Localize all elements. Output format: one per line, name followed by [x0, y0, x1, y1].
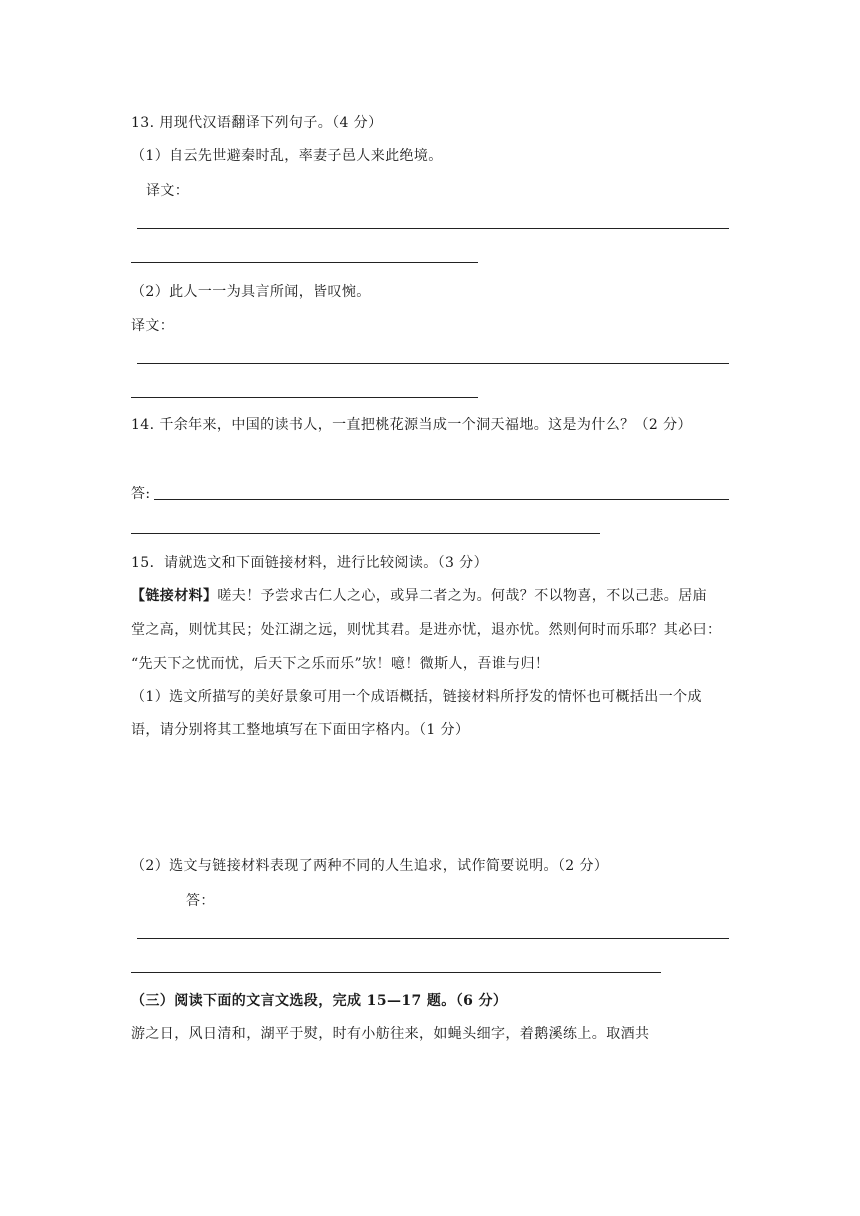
q15-part1-line-1: （1）选文所描写的美好景象可用一个成语概括，链接材料所抒发的情怀也可概括出一个成 — [131, 689, 702, 705]
q14-title: 14. 千余年来，中国的读书人，一直把桃花源当成一个洞天福地。这是为什么？（2 分） — [131, 417, 692, 433]
q13-sentence-1: （1）自云先世避秦时乱，率妻子邑人来此绝境。 — [131, 148, 443, 164]
q14-answer-line-2[interactable] — [131, 533, 600, 534]
q13-answer-line-1a[interactable] — [137, 228, 729, 229]
q15-link-material-line-2: 堂之高，则忧其民；处江湖之远，则忧其君。是进亦忧，退亦忧。然则何时而乐耶？其必曰： — [131, 622, 722, 638]
q13-answer-line-2b[interactable] — [131, 397, 478, 398]
q15-title: 15．请就选文和下面链接材料，进行比较阅读。（3 分） — [131, 555, 488, 571]
q14-answer-label: 答: — [131, 486, 151, 502]
q13-answer-line-1b[interactable] — [131, 262, 478, 263]
q13-title: 13. 用现代汉语翻译下列句子。（4 分） — [131, 115, 383, 131]
section-3-heading: （三）阅读下面的文言文选段，完成 15—17 题。（6 分） — [131, 993, 508, 1009]
q15-link-material-heading: 【链接材料】 — [131, 588, 218, 604]
q13-sentence-2: （2）此人一一为具言所闻，皆叹惋。 — [131, 284, 371, 300]
q15-link-material-line-3: “先天下之忧而忧，后天下之乐而乐”欤！噫！微斯人，吾谁与归！ — [131, 656, 550, 672]
q15-link-material-text-1: 嗟夫！予尝求古仁人之心，或异二者之为。何哉？不以物喜，不以己悲。居庙 — [217, 588, 708, 604]
section-3-passage: 游之日，风日清和，湖平于熨，时有小舫往来，如蝇头细字，着鹅溪练上。取酒共 — [131, 1026, 650, 1042]
q15-part2-answer-label: 答： — [186, 893, 215, 909]
q13-answer-line-2a[interactable] — [137, 363, 729, 364]
q15-part1-line-2: 语，请分别将其工整地填写在下面田字格内。（1 分） — [131, 722, 470, 738]
q15-answer-line-1[interactable] — [137, 938, 729, 939]
q15-answer-line-2[interactable] — [131, 972, 661, 973]
q15-link-material-line-1 — [131, 586, 707, 606]
q14-answer-line-1[interactable] — [154, 499, 729, 500]
q13-translation-label-1: 译文： — [146, 183, 190, 199]
q15-part2: （2）选文与链接材料表现了两种不同的人生追求，试作简要说明。（2 分） — [131, 858, 609, 874]
q13-translation-label-2: 译文： — [131, 318, 175, 334]
